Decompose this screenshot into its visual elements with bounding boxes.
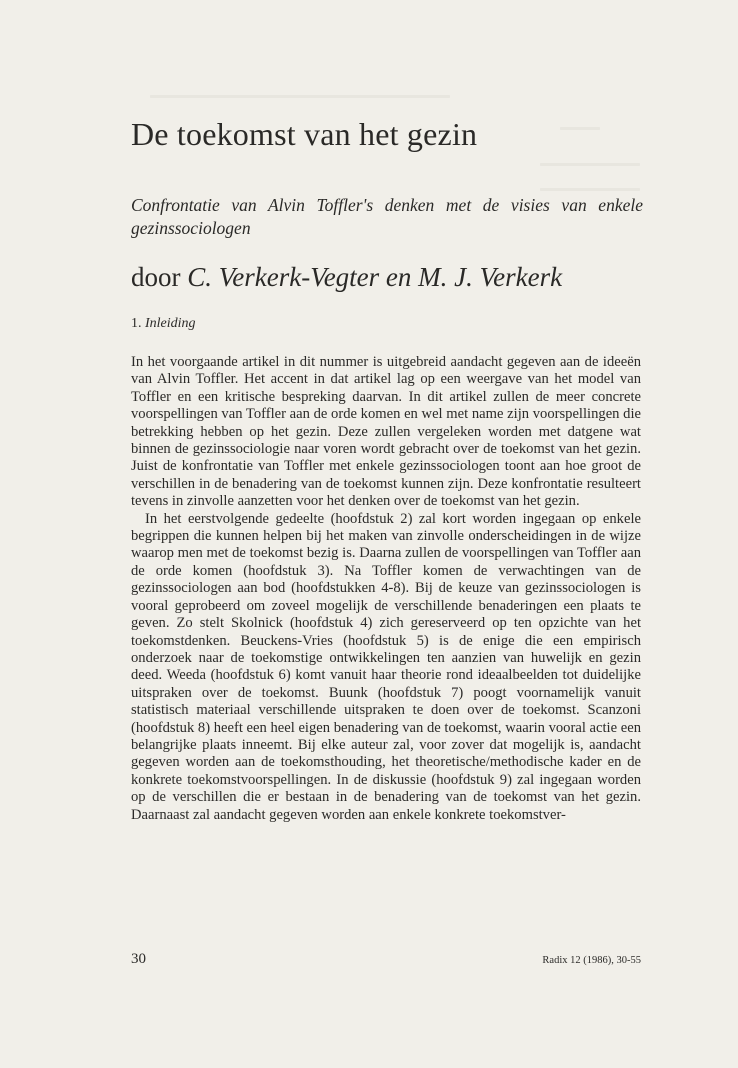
body-paragraph: In het voorgaande artikel in dit nummer is uitgebreid aandacht gegeven aan de ideeën van Alvin Toffler. Het accent in dat artikel lag op een weergave van het model van Toffler en een kritische bespreking daarvan. In dit artikel zullen de meer concrete voorspellingen van Toffler aan de orde komen en wel met name zijn voorspellingen die betrekking hebben op het gezin. Deze zullen vergeleken worden met datgene wat binnen de gezinssociologie naar voren wordt gebracht over de toekomst van het gezin. Juist de konfrontatie van Toffler met enkele gezinssociologen toont aan hoe groot de verschillen in de benadering van de toekomst kunnen zijn. Deze konfrontatie resulteert tevens in zinvolle aanzetten voor het denken over de toekomst van het gezin.: [131, 354, 641, 510]
article-byline: [131, 262, 562, 293]
page-number: 30: [131, 951, 146, 967]
article-body: [131, 354, 641, 824]
section-heading: [131, 316, 196, 332]
bleed-through-line: [540, 163, 640, 166]
byline-prefix: door: [131, 262, 181, 292]
bleed-through-line: [560, 127, 600, 130]
bleed-through-line: [150, 95, 450, 98]
body-paragraph: In het eerstvolgende gedeelte (hoofdstuk 2) zal kort worden ingegaan op enkele begrippen die kunnen helpen bij het maken van zinvolle onderscheidingen in de wijze waarop men met de toekomst bezig is. Daarna zullen de voorspellingen van Toffler aan de orde komen (hoofdstuk 3). Na Toffler komen de verwachtingen van de gezinssociologen aan bod (hoofdstukken 4-8). Bij de keuze van gezinssociologen is vooral geprobeerd om zoveel mogelijk de verschillende benaderingen een plaats te geven. Zo stelt Skolnick (hoofdstuk 4) zich gereserveerd op ten opzichte van het toekomstdenken. Beuckens-Vries (hoofdstuk 5) is de enige die een empirisch onderzoek naar de toekomstige ontwikkelingen ten aanzien van huwelijk en gezin deed. Weeda (hoofdstuk 6) komt vanuit haar theorie rond ideaalbeelden tot duidelijke uitspraken over de toekomst. Buunk (hoofdstuk 7) poogt voornamelijk vanuit statistisch materiaal verschillende uitspraken te doen over de toekomst. Scanzoni (hoofdstuk 8) heeft een heel eigen benadering van de toekomst, waarin vooral actie een belangrijke plaats inneemt. Bij elke auteur zal, voor zover dat mogelijk is, aandacht gegeven worden aan de toekomsthouding, het theoretische/methodische kader en de konkrete toekomstvoorspellingen. In de diskussie (hoofdstuk 9) zal ingegaan worden op de verschillen die er bestaan in de benadering van de toekomst van het gezin. Daarnaast zal aandacht gegeven worden aan enkele konkrete toekomstver-: [131, 510, 641, 823]
section-number: 1.: [131, 316, 142, 331]
journal-citation: Radix 12 (1986), 30-55: [542, 955, 641, 966]
bleed-through-line: [540, 188, 640, 191]
section-name: Inleiding: [145, 316, 196, 331]
byline-authors: C. Verkerk-Vegter en M. J. Verkerk: [187, 262, 563, 292]
article-title: De toekomst van het gezin: [131, 116, 478, 152]
article-subtitle: Confrontatie van Alvin Toffler's denken met de visies van enkele gezinssociologen: [131, 195, 643, 238]
